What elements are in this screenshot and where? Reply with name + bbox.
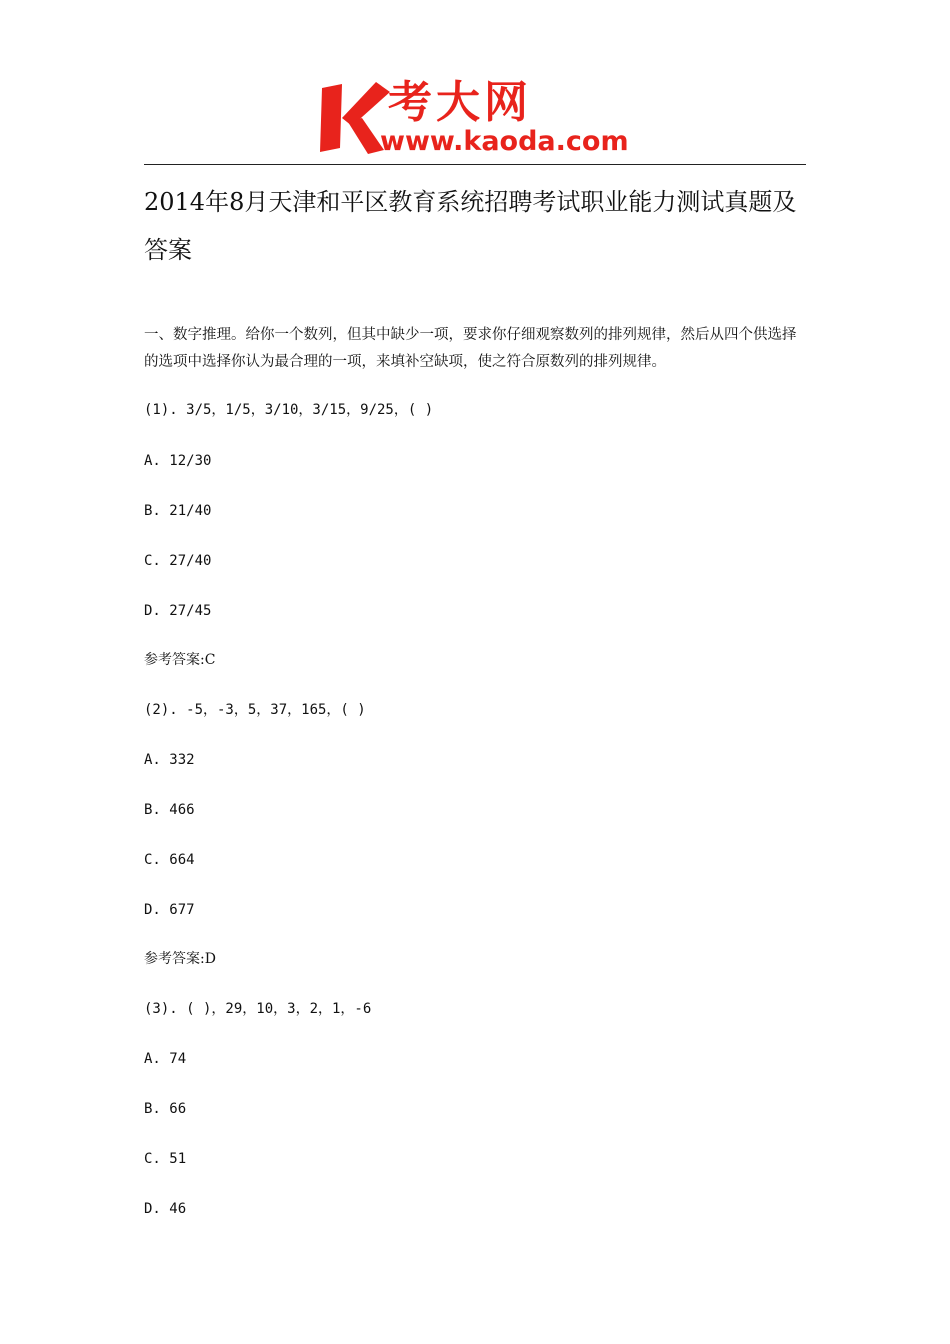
- question-2-option-b: B. 466: [144, 802, 195, 818]
- question-1-option-b: B. 21/40: [144, 503, 212, 519]
- question-1-option-a: A. 12/30: [144, 453, 212, 469]
- logo-chinese-name: 考大网: [388, 77, 532, 128]
- question-3-option-c: C. 51: [144, 1151, 187, 1167]
- question-2-stem: (2). -5，-3，5，37，165，( ): [144, 702, 366, 718]
- question-2-option-a: A. 332: [144, 752, 195, 768]
- question-3-stem: (3). ( )，29，10，3，2，1，-6: [144, 1001, 372, 1017]
- question-3-option-d: D. 46: [144, 1201, 187, 1217]
- document-title: 2014年8月天津和平区教育系统招聘考试职业能力测试真题及答案: [144, 188, 797, 264]
- question-1-option-c: C. 27/40: [144, 553, 212, 569]
- question-1-option-d: D. 27/45: [144, 603, 212, 619]
- question-1-answer: 参考答案:C: [144, 652, 216, 668]
- logo-url: www.kaoda.com: [380, 126, 629, 157]
- question-2-option-c: C. 664: [144, 852, 195, 868]
- question-2-option-d: D. 677: [144, 902, 195, 918]
- question-3-option-a: A. 74: [144, 1051, 187, 1067]
- question-2-answer: 参考答案:D: [144, 951, 216, 967]
- question-3-option-b: B. 66: [144, 1101, 187, 1117]
- header-divider: [144, 164, 806, 165]
- section-intro: 一、数字推理。给你一个数列，但其中缺少一项，要求你仔细观察数列的排列规律，然后从四个供选择的选项中选择你认为最合理的一项，来填补空缺项，使之符合原数列的排列规律。: [144, 327, 797, 370]
- question-1-stem: (1). 3/5，1/5，3/10，3/15，9/25，( ): [144, 402, 434, 418]
- kaoda-logo: [318, 78, 640, 160]
